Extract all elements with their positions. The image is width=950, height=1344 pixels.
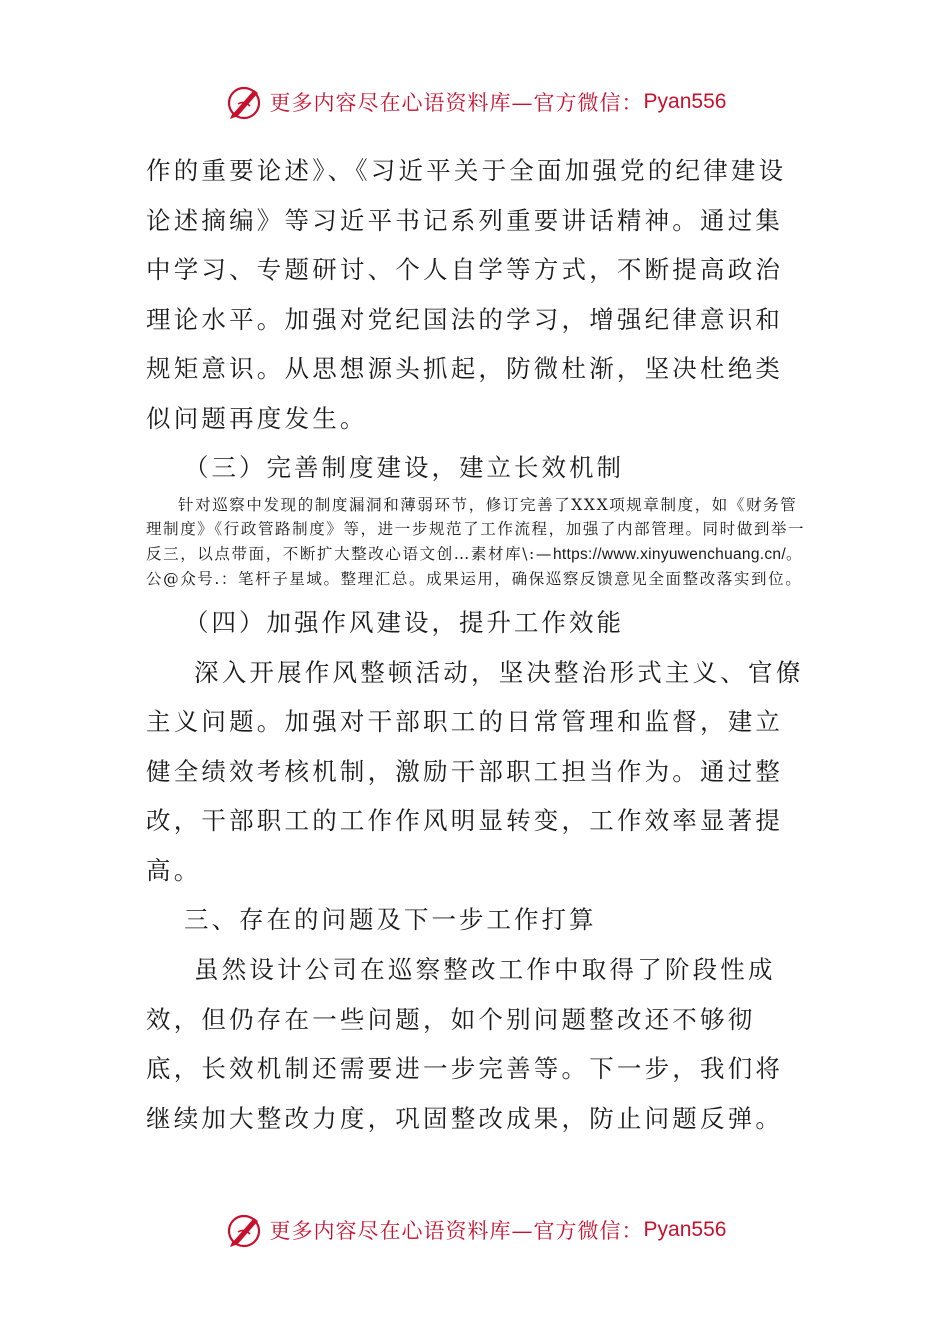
website-link[interactable]: https://www.xinyuwenchuang.cn/ xyxy=(552,545,786,563)
paragraph-institution-text-b: 。公@众号.：笔杆子星域。整理汇总。成果运用，确保巡察反馈意见全面整改落实到位。 xyxy=(146,544,804,589)
heading-institution-building: （三）完善制度建设，建立长效机制 xyxy=(184,453,624,482)
paragraph-institution-text-a: 针对巡察中发现的制度漏洞和薄弱环节，修订完善了XXX项规章制度，如《财务管理制度》《行政管路制度》等，进一步规范了工作流程，加强了内部管理。同时做到举一反三，以点带面，不断扩大整改心语文创…素材库\:— xyxy=(146,496,806,563)
banner-text: 更多内容尽在心语资料库—官方微信： xyxy=(269,91,644,115)
footer-banner xyxy=(0,1208,950,1252)
paragraph-study: 作的重要论述》、《习近平关于全面加强党的纪律建设论述摘编》等习近平书记系列重要讲话精神。通过集中学习、专题研讨、个人自学等方式，不断提高政治理论水平。加强对党纪国法的学习，增强纪律意识和规矩意识。从思想源头抓起，防微杜渐，坚决杜绝类似问题再度发生。 xyxy=(146,156,787,433)
banner-text: 更多内容尽在心语资料库—官方微信： xyxy=(269,1219,644,1243)
document-body xyxy=(146,146,806,1143)
paragraph-work-style: 深入开展作风整顿活动，坚决整治形式主义、官僚主义问题。加强对干部职工的日常管理和监督，建立健全绩效考核机制，激励干部职工担当作为。通过整改，干部职工的工作作风明显转变，工作效率显著提高。 xyxy=(146,657,804,885)
heading-next-steps: 三、存在的问题及下一步工作打算 xyxy=(184,905,597,935)
pen-logo-icon xyxy=(224,1210,264,1250)
banner-wechat-handle: Pyan556 xyxy=(643,90,727,113)
paragraph-institution xyxy=(146,493,806,592)
heading-work-style: （四）加强作风建设，提升工作效能 xyxy=(184,607,624,637)
paragraph-next-steps: 虽然设计公司在巡察整改工作中取得了阶段性成效，但仍存在一些问题，如个别问题整改还不够彻底，长效机制还需要进一步完善等。下一步，我们将继续加大整改力度，巩固整改成果，防止问题反弹。 xyxy=(146,955,784,1133)
pen-logo-icon xyxy=(224,82,264,122)
header-banner xyxy=(0,80,950,124)
banner-wechat-handle: Pyan556 xyxy=(643,1218,727,1241)
